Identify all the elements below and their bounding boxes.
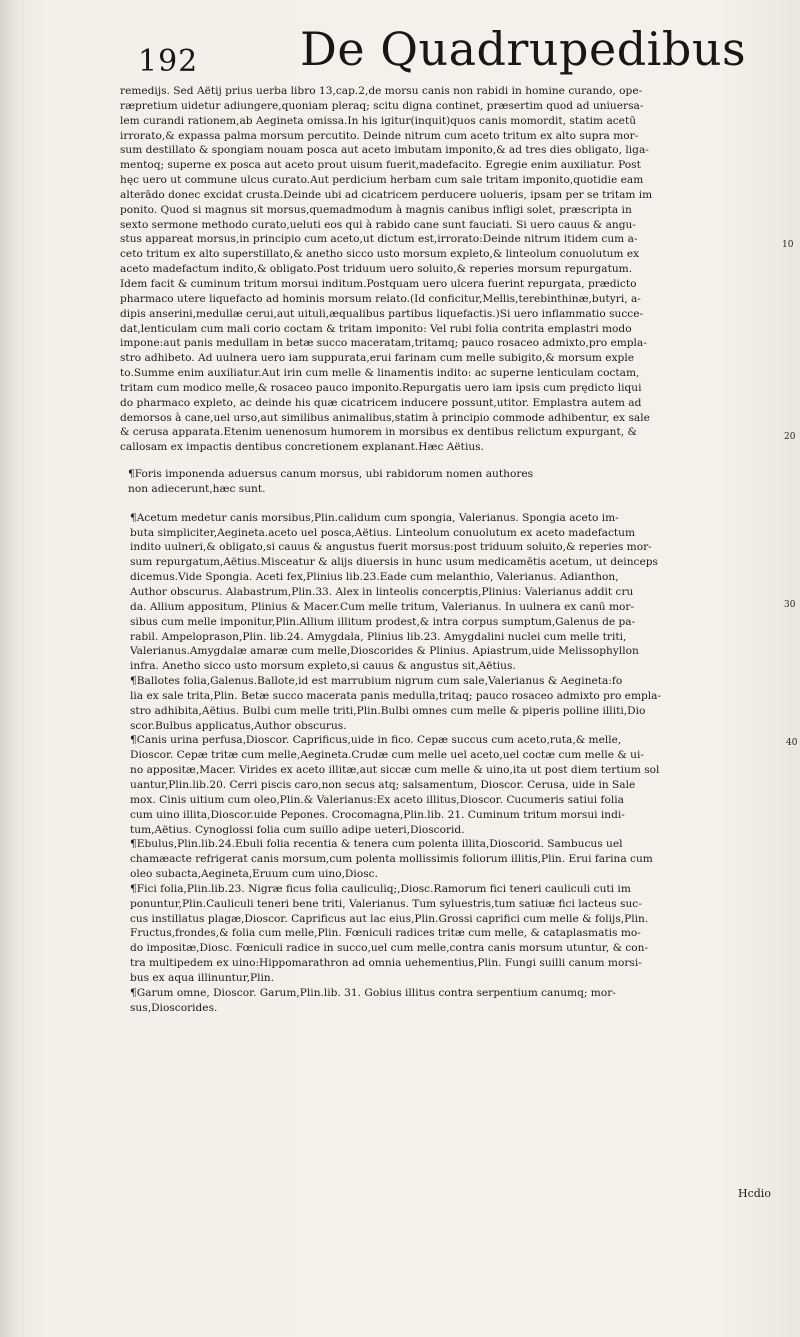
- text-line: pharmaco utere liquefacto ad hominis morsum relato.(Id conficitur,Mellis,terebinthinæ,butyri, a-: [120, 292, 641, 305]
- entry-acetum: [120, 511, 760, 674]
- text-line: irrorato,& expassa palma morsum percutito. Deinde nitrum cum aceto tritum ex alto supra mor-: [120, 129, 639, 142]
- text-line: ponuntur,Plin.Cauliculi teneri bene triti, Valerianus. Tum syluestris,tum satiuæ fici lacteus suc-: [130, 897, 642, 910]
- margin-note-40: 40: [786, 738, 798, 748]
- text-line: oleo subacta,Aegineta,Eruum cum uino,Diosc.: [130, 868, 378, 881]
- text-line: da. Allium appositum, Plinius & Macer.Cum melle tritum, Valerianus. In uulnera ex canū mor-: [130, 600, 635, 613]
- text-line: tritam cum modico melle,& rosaceo pauco imponito.Repurgatis uero iam ipsis cum prędicto liqui: [120, 381, 642, 394]
- text-line: aceto madefactum indito,& obligato.Post triduum uero soluito,& reperies morsum repurgatum.: [120, 263, 633, 276]
- text-line: alterādo donec excidat crusta.Deinde ubi ad cicatricem perducere uolueris, ipsam per se tritam im: [120, 188, 653, 201]
- text-line: tum,Aëtius. Cynoglossi folia cum suillo adipe ueteri,Dioscorid.: [130, 823, 465, 836]
- text-line: Author obscurus. Alabastrum,Plin.33. Alex in linteolis concerptis,Plinius: Valerianus addit cru: [130, 586, 634, 598]
- text-line: mentoq; superne ex posca aut aceto prout uisum fuerit,madefacito. Egregie enim auxiliatur. Post: [120, 159, 641, 172]
- section-subhead: [120, 467, 760, 497]
- text-line: ¶Canis urina perfusa,Dioscor. Caprificus,uide in fico. Cepæ succus cum aceto,ruta,& melle,: [130, 734, 622, 747]
- catchword: Hcdio: [738, 1187, 771, 1200]
- text-line: dipis anserini,medullæ cerui,aut uituli,æqualibus partibus liquefactis.)Si uero inflammatio succe-: [120, 307, 644, 320]
- text-line: ræpretium uidetur adiungere,quoniam pleraq; scitu digna continet, præsertim quod ad uniuersa-: [120, 99, 644, 112]
- entry-ebulus: [120, 837, 760, 882]
- text-line: Dioscor. Cepæ tritæ cum melle,Aegineta.Crudæ cum melle uel aceto,uel coctæ cum melle & ui-: [130, 749, 644, 762]
- page-header: [138, 22, 778, 92]
- entry-garum: [120, 986, 760, 1016]
- text-line: chamæacte refrigerat canis morsum,cum polenta mollissimis foliorum illitis,Plin. Erui farina cum: [130, 853, 653, 866]
- text-line: sibus cum melle imponitur,Plin.Allium illitum prodest,& intra corpus sumptum,Galenus de pa-: [130, 615, 636, 628]
- page-number: 192: [138, 44, 199, 79]
- text-line: sum destillato & spongiam nouam posca aut aceto imbutam imponito,& ad tres dies obligato, liga-: [120, 144, 649, 157]
- text-line: bus ex aqua illinuntur,Plin.: [130, 971, 275, 984]
- entry-canis: [120, 733, 760, 837]
- text-line: uantur,Plin.lib.20. Cerri piscis caro,non secus atq; salsamentum, Dioscor. Cerusa, uide in Sale: [130, 778, 636, 791]
- text-line: ¶Foris imponenda aduersus canum morsus, ubi rabidorum nomen authores: [128, 468, 534, 481]
- margin-note-20: 20: [784, 432, 796, 442]
- text-line: infra. Anetho sicco usto morsum expleto,si cauus & angustus sit,Aëtius.: [130, 660, 516, 673]
- text-line: ¶Fici folia,Plin.lib.23. Nigræ ficus folia cauliculiq;,Diosc.Ramorum fici teneri cauliculi cuti im: [130, 882, 631, 895]
- text-line: do impositæ,Diosc. Fœniculi radice in succo,uel cum melle,contra canis morsum utuntur, & con-: [130, 942, 649, 955]
- text-line: ceto tritum ex alto superstillato,& anetho sicco usto morsum expleto,& linteolum conuolutum ex: [120, 248, 640, 261]
- text-line: dicemus.Vide Spongia. Aceti fex,Plinius lib.23.Eade cum melanthio, Valerianus. Adianthon,: [130, 571, 619, 584]
- text-line: & cerusa apparata.Etenim uenenosum humorem in morsibus ex dentibus relictum expurgant, &: [120, 426, 637, 439]
- text-line: Valerianus.Amygdalæ amaræ cum melle,Dioscorides & Plinius. Apiastrum,uide Melissophyllon: [130, 645, 639, 658]
- text-line: scor.Bulbus applicatus,Author obscurus.: [130, 719, 347, 732]
- text-line: mox. Cinis uitium cum oleo,Plin.& Valerianus:Ex aceto illitus,Dioscor. Cucumeris satiui folia: [130, 793, 624, 806]
- text-line: impone:aut panis medullam in betæ succo maceratam,tritamq; pauco rosaceo admixto,pro empla-: [120, 337, 647, 350]
- text-line: ponito. Quod si magnus sit morsus,quemadmodum à magnis canibus infligi solet, præscripta in: [120, 203, 632, 216]
- text-line: Fructus,frondes,& folia cum melle,Plin. Fœniculi radices tritæ cum melle, & cataplasmatis mo-: [130, 927, 641, 940]
- text-line: no appositæ,Macer. Virides ex aceto illitæ,aut siccæ cum melle & uino,ita ut post diem tertium sol: [130, 764, 660, 777]
- text-line: ¶Garum omne, Dioscor. Garum,Plin.lib. 31. Gobius illitus contra serpentium canumq; mor-: [130, 986, 616, 999]
- text-line: stus appareat morsus,in principio cum aceto,ut dictum est,irrorato:Deinde nitrum itidem cum a-: [120, 233, 638, 246]
- margin-note-10: 10: [782, 240, 794, 250]
- text-line: sus,Dioscorides.: [130, 1001, 218, 1014]
- text-line: to.Summe enim auxiliatur.Aut irin cum melle & linamentis indito: ac superne lenticulam coctam,: [120, 367, 640, 380]
- text-line: Idem facit & cuminum tritum morsui inditum.Postquam uero ulcera fuerint repurgata, prædicto: [120, 277, 637, 290]
- text-line: indito uulneri,& obligato,si cauus & angustus fuerit morsus:post triduum soluito,& reperies mor-: [130, 541, 652, 554]
- text-line: stro adhibeto. Ad uulnera uero iam suppurata,erui farinam cum melle subigito,& morsum exple: [120, 352, 634, 365]
- text-line: ¶Acetum medetur canis morsibus,Plin.calidum cum spongia, Valerianus. Spongia aceto im-: [130, 511, 619, 524]
- gutter-shadow: [0, 0, 18, 1337]
- text-line: sum repurgatum,Aëtius.Misceatur & alijs diuersis in hunc usum medicamētis acetum, ut deinceps: [130, 556, 658, 569]
- text-line: demorsos à cane,uel urso,aut similibus animalibus,statim à principio commode adhibentur, ex sale: [120, 411, 650, 424]
- text-line: cum uino illita,Dioscor.uide Pepones. Crocomagna,Plin.lib. 21. Cuminum tritum morsui indi-: [130, 808, 625, 821]
- entry-ballotes: [120, 674, 760, 733]
- text-line: non adiecerunt,hæc sunt.: [128, 482, 266, 495]
- text-line: buta simpliciter,Aegineta.aceto uel posca,Aëtius. Linteolum conuolutum ex aceto madefactum: [130, 526, 636, 539]
- text-line: dat,lenticulam cum mali corio coctam & tritam imponito: Vel rubi folia contrita emplastri modo: [120, 322, 632, 335]
- paragraph-aetius: [120, 84, 760, 455]
- text-line: do pharmaco expleto, ac deinde his quæ cicatricem inducere possunt,utitor. Emplastra autem ad: [120, 396, 642, 409]
- margin-note-30: 30: [784, 600, 796, 610]
- text-line: cus instillatus plagæ,Dioscor. Caprificus aut lac eius,Plin.Grossi caprifici cum melle & folijs,Plin.: [130, 912, 649, 925]
- page-body: [120, 84, 760, 1015]
- text-line: lem curandi rationem,ab Aegineta omissa.In his igitur(inquit)quos canis momordit, statim acetū: [120, 114, 637, 127]
- text-line: sexto sermone methodo curato,ueluti eos qui à rabido cane sunt fauciati. Si uero cauus & angu-: [120, 218, 636, 231]
- text-line: rabil. Ampeloprason,Plin. lib.24. Amygdala, Plinius lib.23. Amygdalini nuclei cum melle triti,: [130, 630, 627, 643]
- text-line: lia ex sale trita,Plin. Betæ succo macerata panis medulla,tritaq; pauco rosaceo admixto pro empla-: [130, 689, 662, 702]
- text-line: tra multipedem ex uino:Hippomarathron ad omnia uehementius,Plin. Fungi suilli canum morsi-: [130, 957, 642, 970]
- text-line: callosam ex impactis dentibus concretionem explanant.Hæc Aëtius.: [120, 441, 484, 454]
- text-line: stro adhibita,Aëtius. Bulbi cum melle triti,Plin.Bulbi omnes cum melle & piperis polline illiti,Dio: [130, 704, 646, 717]
- running-title: De Quadrupedibus: [300, 22, 747, 76]
- text-line: ¶Ballotes folia,Galenus.Ballote,id est marrubium nigrum cum sale,Valerianus & Aegineta:fo: [130, 675, 623, 688]
- entry-fici: [120, 882, 760, 986]
- text-line: hęc uero ut commune ulcus curato.Aut perdicium herbam cum sale tritam imponito,quotidie eam: [120, 174, 644, 187]
- text-line: ¶Ebulus,Plin.lib.24.Ebuli folia recentia & tenera cum polenta illita,Dioscorid. Sambucus uel: [130, 838, 623, 851]
- text-line: remedijs. Sed Aëtij prius uerba libro 13,cap.2,de morsu canis non rabidi in homine curando, ope-: [120, 85, 643, 97]
